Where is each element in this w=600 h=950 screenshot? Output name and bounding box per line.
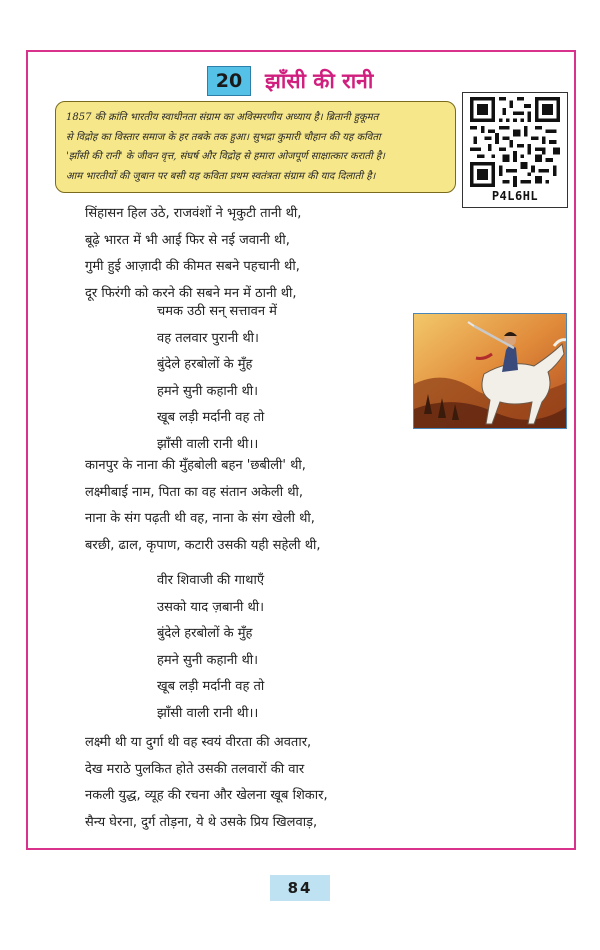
chapter-number: 20 [207,66,251,96]
stanza-1 [85,201,405,307]
poem-line: गुमी हुई आज़ादी की कीमत सबने पहचानी थी, [85,259,300,274]
chapter-title: झाँसी की रानी [265,69,374,93]
stanza-2 [85,453,405,559]
refrain-line: झाँसी वाली रानी थी।। [157,436,259,452]
poem-line: बरछी, ढाल, कृपाण, कटारी उसकी यही सहेली थी, [85,537,321,553]
intro-line: 1857 की क्रांति भारतीय स्वाधीनता संग्राम का अविस्मरणीय अध्याय है। ब्रितानी हुकूमत [66,112,379,123]
qr-code-box[interactable] [462,92,568,208]
refrain-line: झाँसी वाली रानी थी।। [157,705,259,721]
stanza-3 [85,730,405,836]
intro-box [55,101,456,193]
qr-code-label: P4L6HL [491,189,539,203]
refrain-line: वह तलवार पुरानी थी। [157,330,259,346]
poem-line: सैन्य घेरना, दुर्ग तोड़ना, ये थे उसके प्रिय खिलवाड़, [85,814,318,830]
poem-line: बूढ़े भारत में भी आई फिर से नई जवानी थी, [85,232,290,248]
poem-line: दूर फिरंगी को करने की सबने मन में ठानी थी, [85,285,297,301]
refrain-2 [157,568,327,727]
poem-line: नकली युद्ध, व्यूह की रचना और खेलना खूब शिकार, [85,788,328,803]
chapter-heading [207,66,373,96]
rani-on-horse-image [414,314,567,429]
poem-line: कानपुर के नाना की मुँहबोली बहन 'छबीली' थी, [85,458,306,473]
intro-line: 'झाँसी की रानी' के जीवन वृत्त, संघर्ष और विद्रोह से हमारा ओजपूर्ण साक्षात्कार कराती है। [66,151,385,162]
poem-line: लक्ष्मी थी या दुर्गा थी वह स्वयं वीरता की अवतार, [85,735,312,750]
refrain-line: हमने सुनी कहानी थी। [157,652,259,668]
poem-line: देख मराठे पुलकित होते उसकी तलवारों की वार [85,761,305,777]
refrain-line: बुंदेले हरबोलों के मुँह [157,357,253,372]
refrain-line: बुंदेले हरबोलों के मुँह [157,626,253,641]
refrain-line: खूब लड़ी मर्दानी वह तो [157,679,265,694]
page-number: 84 [270,875,330,901]
intro-line: आम भारतीयों की जुबान पर बसी यह कविता प्रथम स्वतंत्रता संग्राम की याद दिलाती है। [66,170,376,182]
qr-code-icon [467,97,563,187]
refrain-1 [157,299,327,458]
refrain-line: खूब लड़ी मर्दानी वह तो [157,410,265,425]
rani-illustration [413,313,567,429]
poem-line: सिंहासन हिल उठे, राजवंशों ने भृकुटी तानी थी, [85,206,302,221]
refrain-line: चमक उठी सन् सत्तावन में [157,304,277,319]
refrain-line: उसको याद ज़बानी थी। [157,599,265,615]
poem-line: लक्ष्मीबाई नाम, पिता का वह संतान अकेली थी, [85,484,304,500]
intro-line: से विद्रोह का विस्तार समाज के हर तबके तक हुआ। सुभद्रा कुमारी चौहान की यह कविता [66,131,381,143]
poem-line: नाना के संग पढ़ती थी वह, नाना के संग खेली थी, [85,511,315,526]
refrain-line: हमने सुनी कहानी थी। [157,383,259,399]
refrain-line: वीर शिवाजी की गाथाएँ [157,573,265,588]
